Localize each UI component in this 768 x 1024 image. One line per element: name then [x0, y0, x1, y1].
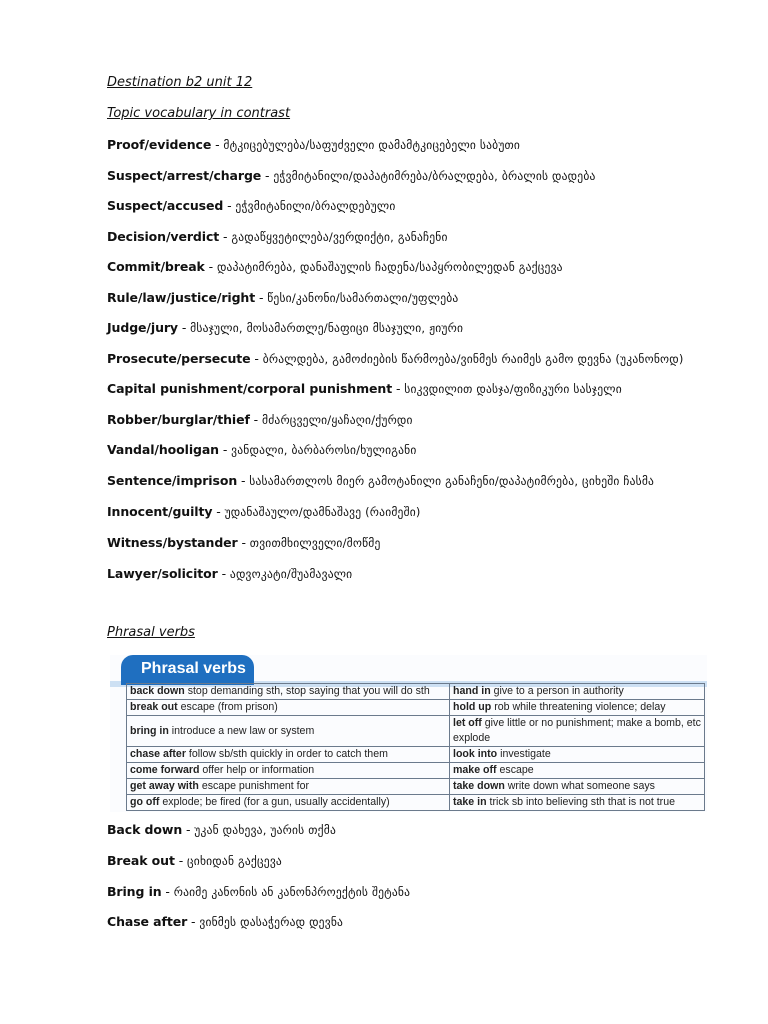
- table-row: [127, 795, 705, 811]
- vocab-entry: Decision/verdict - გადაწყვეტილება/ვერდიქტი, განაჩენი: [107, 229, 448, 244]
- vocab-entry: Witness/bystander - თვითმხილველი/მოწმე: [107, 535, 381, 550]
- vocab-entry: Lawyer/solicitor - ადვოკატი/შუამავალი: [107, 566, 353, 581]
- vocab-entry: Suspect/arrest/charge - ეჭვმიტანილი/დაპატიმრება/ბრალდება, ბრალის დადება: [107, 168, 596, 183]
- phrasal-entry: Back down - უკან დახევა, უარის თქმა: [107, 822, 336, 837]
- vocab-entry: Commit/break - დაპატიმრება, დანაშაულის ჩადენა/საპყრობილედან გაქცევა: [107, 259, 563, 274]
- phrasal-entry: Chase after - ვინმეს დასაჭერად დევნა: [107, 914, 344, 929]
- table-cell: break out escape (from prison): [127, 700, 450, 716]
- table-cell: hold up rob while threatening violence; delay: [450, 700, 705, 716]
- vocab-entry: Suspect/accused - ეჭვმიტანილი/ბრალდებული: [107, 198, 396, 213]
- vocab-entry: Prosecute/persecute - ბრალდება, გამოძიების წარმოება/ვინმეს რაიმეს გამო დევნა (უკანონოდ): [107, 351, 684, 366]
- table-row: [127, 747, 705, 763]
- table-cell: make off escape: [450, 763, 705, 779]
- table-cell: come forward offer help or information: [127, 763, 450, 779]
- tab-label: Phrasal verbs: [141, 660, 246, 677]
- table-cell: hand in give to a person in authority: [450, 684, 705, 700]
- table-row: [127, 779, 705, 795]
- phrasal-verbs-tab: [121, 655, 254, 685]
- vocab-entry: Robber/burglar/thief - მძარცველი/ყაჩაღი/ქურდი: [107, 412, 413, 427]
- vocab-entry: Judge/jury - მსაჯული, მოსამართლე/ნაფიცი მსაჯული, ჟიური: [107, 320, 464, 335]
- vocab-entry: Sentence/imprison - სასამართლოს მიერ გამოტანილი განაჩენი/დაპატიმრება, ციხეში ჩასმა: [107, 473, 655, 488]
- table-row: [127, 763, 705, 779]
- table-cell: look into investigate: [450, 747, 705, 763]
- section-heading-phrasal-verbs: Phrasal verbs: [107, 625, 195, 640]
- vocab-entry: Capital punishment/corporal punishment - სიკვდილით დასჯა/ფიზიკური სასჯელი: [107, 381, 622, 396]
- vocab-entry: Rule/law/justice/right - წესი/კანონი/სამართალი/უფლება: [107, 290, 459, 305]
- document-title: Destination b2 unit 12: [107, 75, 253, 90]
- table-cell: chase after follow sb/sth quickly in order to catch them: [127, 747, 450, 763]
- table-cell: get away with escape punishment for: [127, 779, 450, 795]
- table-cell: bring in introduce a new law or system: [127, 716, 450, 747]
- table-cell: let off give little or no punishment; make a bomb, etc explode: [450, 716, 705, 747]
- table-row: [127, 684, 705, 700]
- phrasal-verbs-table: [126, 683, 705, 811]
- phrasal-entry: Break out - ციხიდან გაქცევა: [107, 853, 282, 868]
- table-cell: take in trick sb into believing sth that is not true: [450, 795, 705, 811]
- table-row: [127, 716, 705, 747]
- phrasal-entry: Bring in - რაიმე კანონის ან კანონპროექტის შეტანა: [107, 884, 411, 899]
- table-row: [127, 700, 705, 716]
- section-heading-vocabulary: Topic vocabulary in contrast: [107, 106, 291, 121]
- table-cell: take down write down what someone says: [450, 779, 705, 795]
- vocab-entry: Vandal/hooligan - ვანდალი, ბარბაროსი/ხულიგანი: [107, 442, 417, 457]
- vocab-entry: Proof/evidence - მტკიცებულება/საფუძველი დამამტკიცებელი საბუთი: [107, 137, 521, 152]
- phrasal-verbs-table-image: [110, 655, 707, 812]
- table-cell: back down stop demanding sth, stop saying that you will do sth: [127, 684, 450, 700]
- table-cell: go off explode; be fired (for a gun, usually accidentally): [127, 795, 450, 811]
- vocab-entry: Innocent/guilty - უდანაშაულო/დამნაშავე (რაიმეში): [107, 504, 421, 519]
